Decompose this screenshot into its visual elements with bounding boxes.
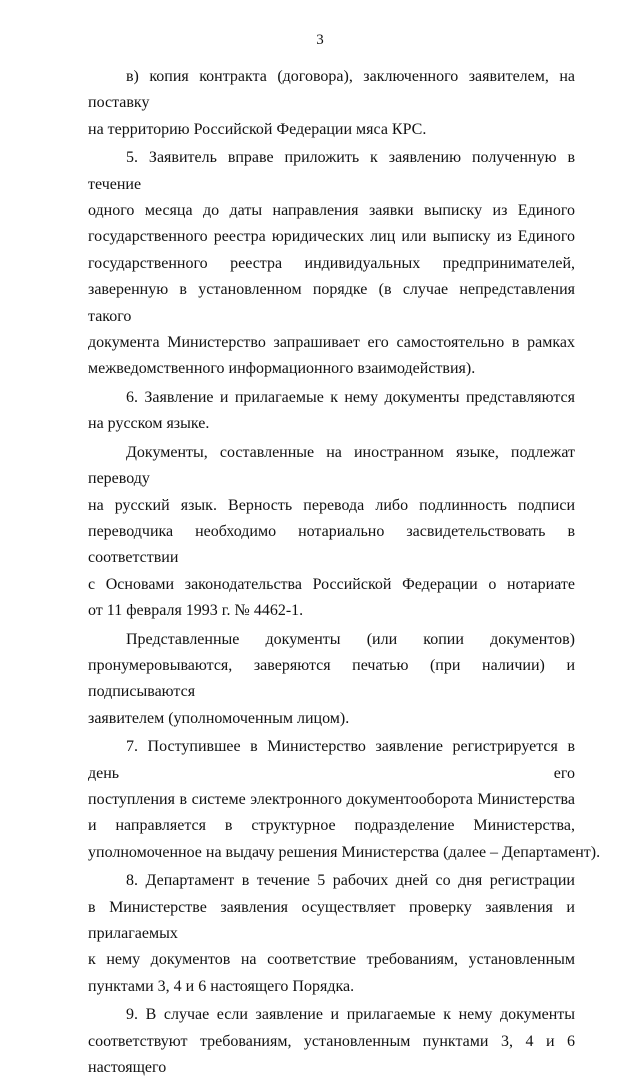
- paragraph: [88, 145, 575, 383]
- text-line: уполномоченное на выдачу решения Министерства (далее – Департамент).: [88, 843, 601, 861]
- text-line: 8. Департамент в течение 5 рабочих дней со дня регистрации: [126, 872, 575, 890]
- text-line: от 11 февраля 1993 г. № 4462-1.: [88, 602, 304, 620]
- text-line: и направляется в структурное подразделение Министерства,: [88, 817, 575, 835]
- page-number: 3: [316, 32, 324, 48]
- text-line: межведомственного информационного взаимодействия).: [88, 360, 476, 378]
- text-line: государственного реестра юридических лиц или выписку из Единого: [88, 228, 575, 246]
- text-line: в Министерстве заявления осуществляет проверку заявления и прилагаемых: [88, 898, 575, 942]
- paragraph: [88, 868, 575, 1000]
- text-line: поступления в системе электронного документооборота Министерства: [88, 790, 575, 808]
- text-line: соответствуют требованиям, установленным пунктами 3, 4 и 6 настоящего: [88, 1032, 575, 1077]
- text-line: Документы, составленные на иностранном языке, подлежат переводу: [88, 443, 575, 488]
- text-line: Представленные документы (или копии документов): [126, 630, 575, 648]
- paragraph: [88, 734, 601, 866]
- text-line: одного месяца до даты направления заявки выписку из Единого: [88, 202, 575, 220]
- text-line: пронумеровываются, заверяются печатью (при наличии) и подписываются: [88, 656, 575, 701]
- text-line: 7. Поступившее в Министерство заявление регистрируется в день его: [88, 738, 575, 782]
- text-line: государственного реестра индивидуальных предпринимателей,: [88, 254, 575, 272]
- text-line: на русском языке.: [88, 415, 210, 433]
- text-line: 5. Заявитель вправе приложить к заявлению полученную в течение: [88, 149, 575, 193]
- text-line: 9. В случае если заявление и прилагаемые к нему документы: [126, 1006, 575, 1024]
- paragraph: [88, 627, 575, 733]
- document-body: [88, 64, 601, 1083]
- text-line: в) копия контракта (договора), заключенного заявителем, на поставку: [88, 68, 575, 112]
- paragraph: [88, 385, 575, 438]
- paragraph: [88, 440, 575, 625]
- text-line: документа Министерство запрашивает его самостоятельно в рамках: [88, 334, 575, 352]
- text-line: 6. Заявление и прилагаемые к нему документы представляются: [126, 388, 575, 406]
- text-line: пунктами 3, 4 и 6 настоящего Порядка.: [88, 977, 355, 995]
- paragraph: [88, 64, 575, 143]
- text-line: к нему документов на соответствие требованиям, установленным: [88, 951, 575, 969]
- text-line: с Основами законодательства Российской Федерации о нотариате: [88, 575, 575, 593]
- paragraph: [88, 1002, 575, 1081]
- text-line: переводчика необходимо нотариально засвидетельствовать в соответствии: [88, 522, 575, 567]
- text-line: на русский язык. Верность перевода либо подлинность подписи: [88, 496, 575, 514]
- text-line: заявителем (уполномоченным лицом).: [88, 709, 350, 727]
- text-line: заверенную в установленном порядке (в случае непредставления такого: [88, 281, 575, 325]
- text-line: на территорию Российской Федерации мяса КРС.: [88, 120, 427, 138]
